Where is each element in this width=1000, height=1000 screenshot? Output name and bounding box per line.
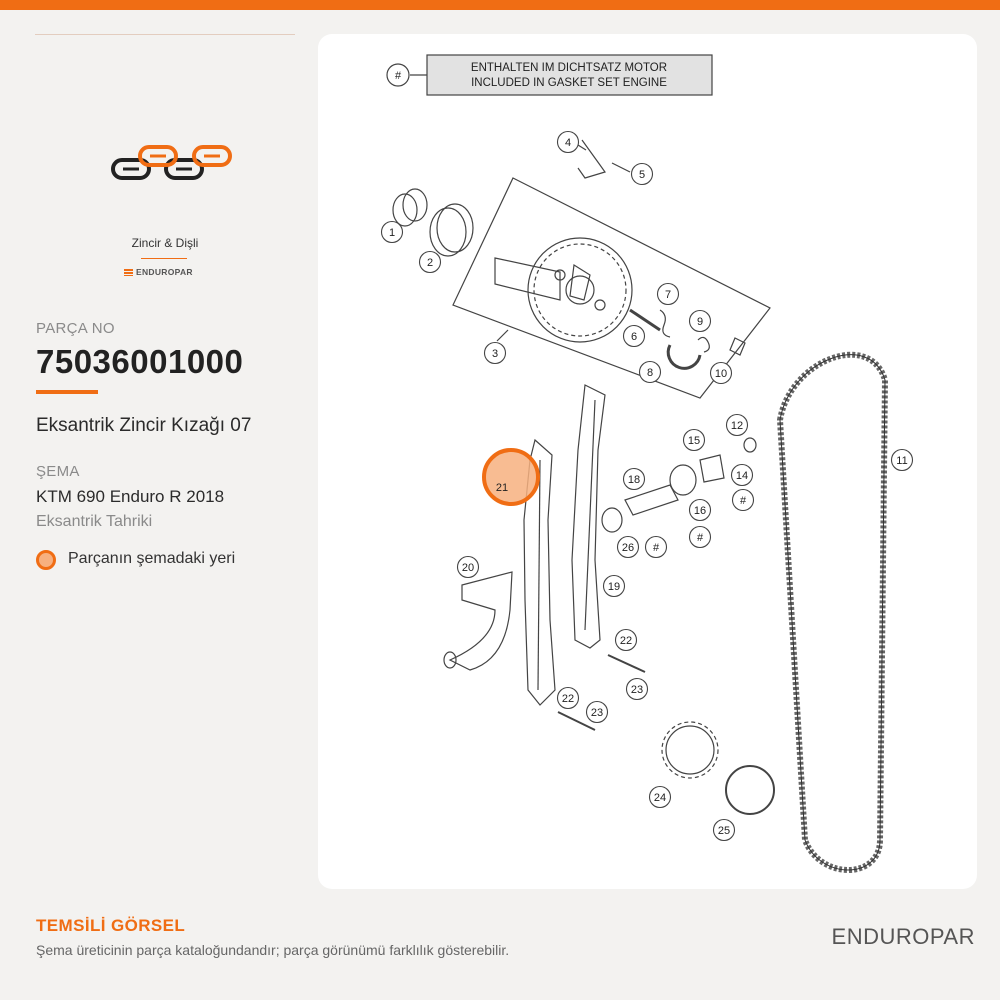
guide-20 [450,572,512,670]
callout-label-2: 2 [426,257,434,269]
camshaft-sprocket [528,238,632,342]
callout-label-#: # [696,532,704,544]
schema-label: ŞEMA [36,463,80,480]
screw-15 [700,455,724,482]
schema-group: Eksantrik Tahriki [36,513,153,530]
seal-16 [670,465,696,495]
brand-small-name: ENDUROPAR [136,267,193,277]
callout-label-26: 26 [621,542,635,554]
callout-label-1: 1 [388,227,396,239]
brand-mark-icon [124,269,133,276]
gasket-note-line2: INCLUDED IN GASKET SET ENGINE [471,77,667,89]
callout-label-7: 7 [664,289,672,301]
exploded-diagram [318,34,977,889]
callout-label-23: 23 [590,707,604,719]
part-number-underline [36,390,98,394]
callout-label-15: 15 [687,435,701,447]
washer-12 [744,438,756,452]
legend-text: Parçanın şemadaki yeri [68,550,236,567]
category-label: Zincir & Dişli [131,236,199,250]
oring-26 [602,508,622,532]
schema-model: KTM 690 Enduro R 2018 [36,487,225,506]
callout-label-14: 14 [735,470,749,482]
callout-label-9: 9 [696,316,704,328]
gasket-note-line1: ENTHALTEN IM DICHTSATZ MOTOR [470,62,668,74]
callout-gasket-label: # [394,70,402,82]
category-underline [141,258,187,259]
callout-label-11: 11 [896,455,908,467]
part-number-label: PARÇA NO [36,320,115,337]
camshaft [495,258,560,300]
callout-label-6: 6 [630,331,638,343]
callout-label-10: 10 [714,368,728,380]
bolt-10 [730,338,745,355]
circlip-25 [726,766,774,814]
brand-small-logo [124,267,193,277]
callout-label-3: 3 [491,348,499,360]
timing-chain-11 [780,355,885,870]
callout-label-25: 25 [717,825,731,837]
callout-label-5: 5 [638,169,646,181]
callout-label-18: 18 [627,474,641,486]
footer-brand: ENDUROPAR [831,924,975,949]
lever-4 [578,140,605,178]
callout-label-23: 23 [630,684,644,696]
callout-label-24: 24 [653,792,667,804]
footer-note: Şema üreticinin parça kataloğundandır; parça görünümü farklılık gösterebilir. [36,942,510,958]
part-name: Eksantrik Zincir Kızağı 07 [36,415,252,436]
parts-diagram-panel [318,34,977,889]
chain-guide-19 [572,385,605,648]
part-number: 75036001000 [36,343,244,380]
callout-label-12: 12 [730,420,744,432]
callout-label-22: 22 [561,693,575,705]
callout-label-22: 22 [619,635,633,647]
callout-label-#: # [739,495,747,507]
bolt-22-upper [608,655,645,672]
callout-label-19: 19 [607,581,621,593]
sidebar-divider [35,34,295,35]
legend-marker-icon [36,550,56,570]
part-8 [668,345,700,368]
top-accent-bar [0,0,1000,10]
chain-logo-icon [110,140,235,185]
gasket-note-box [427,55,712,95]
callout-label-16: 16 [693,505,707,517]
callout-label-21: 21 [495,482,509,494]
bearing-2 [437,204,473,252]
spring-7 [660,310,670,337]
footer-title: TEMSİLİ GÖRSEL [36,916,186,935]
callout-label-20: 20 [461,562,475,574]
crank-sprocket-24 [662,722,718,778]
callout-label-#: # [652,542,660,554]
highlight-marker-21 [484,450,538,504]
callout-label-4: 4 [564,137,572,149]
spring-9 [698,337,709,352]
callout-label-8: 8 [646,367,654,379]
